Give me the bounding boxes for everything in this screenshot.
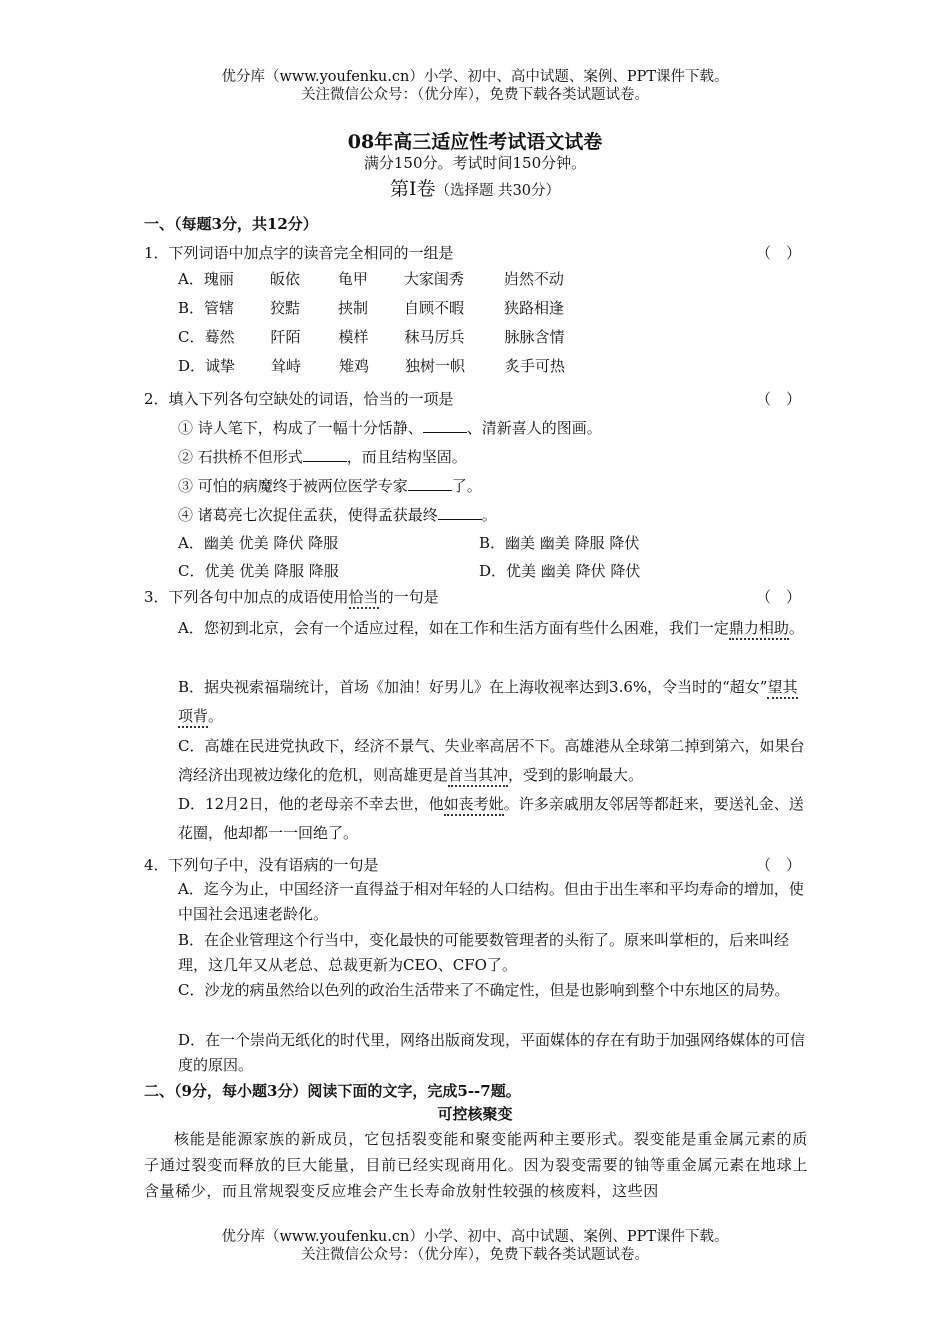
q4-option-c: C．沙龙的病虽然给以色列的政治生活带来了不确定性，但是也影响到整个中东地区的局势。: [178, 981, 790, 999]
q4-answer-bracket: （ ）: [756, 856, 802, 874]
blank-line: [303, 449, 347, 462]
dotted-idiom: 如丧考妣: [444, 795, 504, 816]
q2-sentence-3: ③ 可怕的病魔终于被两位医学专家 了。: [178, 477, 482, 495]
q1-a-w1: 瑰丽: [203, 270, 234, 288]
dotted-idiom: 鼎力相助: [729, 619, 789, 640]
page-footer: [0, 1228, 950, 1264]
q3-option-d: D．12月2日，他的老母亲不幸去世，他如丧考妣。许多亲戚朋友邻居等都赶来，要送礼金、送花圈，他却都一一回绝了。: [178, 795, 804, 842]
q3-option-b: B．据央视索福瑞统计，首场《加油！好男儿》在上海收视率达到3.6%，令当时的“超女”望其项背。: [178, 673, 808, 731]
q2-stem: 2．填入下列各句空缺处的词语，恰当的一项是: [144, 390, 454, 408]
q3-option-c: C．高雄在民进党执政下，经济不景气、失业率高居不下。高雄港从全球第二掉到第六，如果台湾经济出现被边缘化的危机，则高雄更是首当其冲，受到的影响最大。: [178, 732, 808, 790]
q2-option-c: C．优美 优美 降服 降服: [178, 562, 339, 580]
q3-answer-bracket: （ ）: [756, 588, 802, 606]
q3-option-a: A．您初到北京，会有一个适应过程，如在工作和生活方面有些什么困难，我们一定鼎力相助。: [178, 614, 808, 643]
blank-line: [438, 507, 482, 520]
q1-a-w3: 龟甲: [337, 270, 368, 288]
q1-a-w5: 岿然不动: [503, 270, 564, 288]
blank-line: [408, 478, 452, 491]
q1-option-c: C．蓦然 阡陌 模样 秣马厉兵 脉脉含情: [178, 328, 565, 346]
q1-option-a: A．瑰丽 皈依 龟甲 大家闺秀 岿然不动: [178, 270, 564, 288]
section-1-heading: 一、（每题3分，共12分）: [144, 215, 318, 233]
q4-option-b: B．在企业管理这个行当中，变化最快的可能要数管理者的头衔了。原来叫掌柜的，后来叫经理，这几年又从老总、总裁更新为CEO、CFO了。: [178, 931, 790, 974]
exam-subtitle: 满分150分。考试时间150分钟。: [363, 154, 587, 172]
q1-stem: 1．下列词语中加点字的读音完全相同的一组是: [144, 244, 454, 262]
q2-option-a: A．幽美 优美 降伏 降服: [178, 534, 339, 552]
q2-sentence-1: ① 诗人笔下，构成了一幅十分恬静、 、清新喜人的图画。: [178, 419, 602, 437]
q2-option-b: B．幽美 幽美 降服 降伏: [479, 534, 640, 552]
volume-heading: [0, 174, 950, 201]
q2-sentence-4: ④ 诸葛亮七次捉住孟获，使得孟获最终 。: [178, 506, 497, 524]
section-2-heading: 二、（9分，每小题3分）阅读下面的文字，完成5--7题。: [144, 1082, 521, 1100]
header-line-1: 优分库（www.youfenku.cn）小学、初中、高中试题、案例、PPT课件下载。: [221, 69, 729, 85]
q2-option-d: D．优美 幽美 降伏 降伏: [479, 562, 641, 580]
article-body: [144, 1126, 808, 1204]
q1-answer-bracket: （ ）: [756, 244, 802, 262]
q1-option-d: D．诚挚 耸峙 雉鸡 独树一帜 炙手可热: [178, 357, 566, 375]
q4-option-d: D．在一个崇尚无纸化的时代里，网络出版商发现，平面媒体的存在有助于加强网络媒体的可信度的原因。: [178, 1031, 806, 1074]
footer-line-2: 关注微信公众号：（优分库），免费下载各类试题试卷。: [301, 1247, 649, 1263]
volume-note: （选择题 共30分）: [435, 183, 561, 199]
volume-label: 第Ⅰ卷: [389, 178, 436, 200]
q1-option-b: B．管辖 狡黠 挟制 自顾不暇 狭路相逢: [178, 299, 565, 317]
q2-sentence-2: ② 石拱桥不但形式 ，而且结构坚固。: [178, 448, 467, 466]
header-line-2: 关注微信公众号：（优分库），免费下载各类试题试卷。: [301, 87, 649, 103]
footer-line-1: 优分库（www.youfenku.cn）小学、初中、高中试题、案例、PPT课件下载。: [221, 1229, 729, 1245]
q4-stem: 4．下列句子中，没有语病的一句是: [144, 856, 379, 874]
dotted-word: 恰当: [349, 588, 379, 609]
q4-option-a: A．迄今为止，中国经济一直得益于相对年轻的人口结构。但由于出生率和平均寿命的增加，使中国社会迅速老龄化。: [178, 880, 804, 923]
dotted-idiom: 首当其冲: [448, 766, 508, 787]
q1-a-w4: 大家闺秀: [403, 270, 464, 288]
dotted-idiom: 望其项背: [178, 678, 798, 728]
exam-title: 08年高三适应性考试语文试卷: [347, 131, 603, 153]
q1-a-w2: 皈依: [269, 270, 300, 288]
article-text: 核能是能源家族的新成员，它包括裂变能和聚变能两种主要形式。裂变能是重金属元素的质子通过裂变而释放的巨大能量，目前已经实现商用化。因为裂变需要的铀等重金属元素在地球上含量稀少，而且常规裂变反应堆会产生长寿命放射性较强的核废料，这些因: [144, 1130, 808, 1200]
q2-answer-bracket: （ ）: [756, 390, 802, 408]
article-title: 可控核聚变: [437, 1105, 513, 1123]
q3-stem: 3．下列各句中加点的成语使用恰当的一句是: [144, 586, 439, 607]
blank-line: [423, 420, 467, 433]
page-header: [0, 68, 950, 104]
